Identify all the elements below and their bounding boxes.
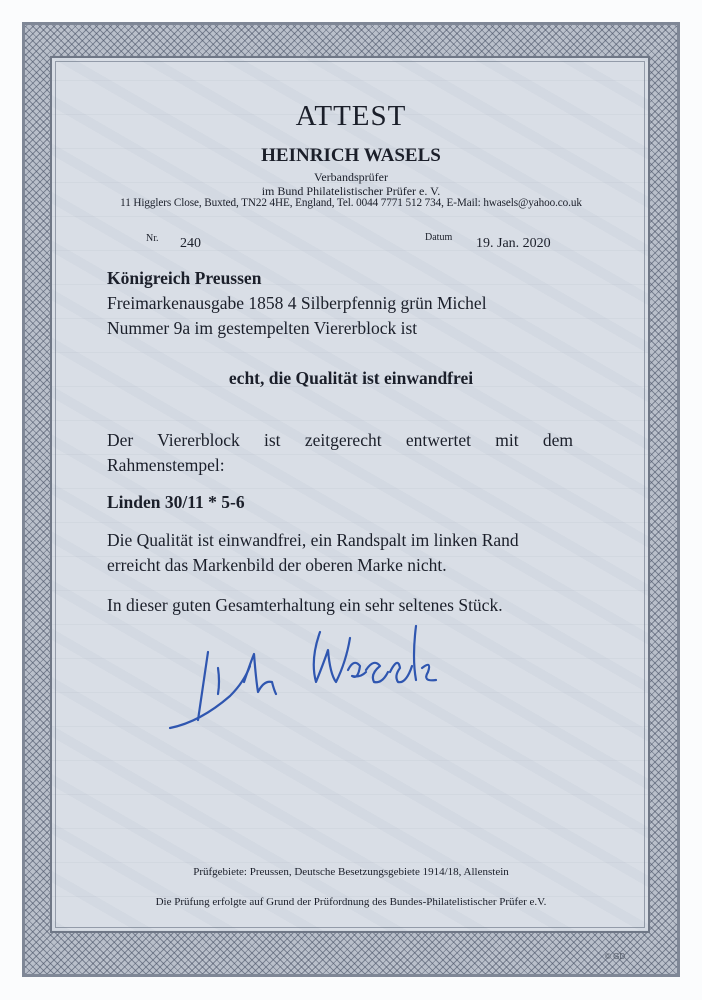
verdict: echt, die Qualität ist einwandfrei: [228, 368, 474, 388]
certificate-date: 19. Jan. 2020: [476, 236, 551, 251]
certificate-number: 240: [180, 236, 201, 251]
handwritten-signature: [160, 610, 460, 740]
examination-areas: Prüfgebiete: Preussen, Deutsche Besetzungsgebiete 1914/18, Allenstein: [193, 866, 509, 878]
examiner-address: 11 Higglers Close, Buxted, TN22 4HE, England, Tel. 0044 7771 512 734, E-Mail: hwasels@yahoo.co.uk: [120, 197, 582, 209]
examiner-role: Verbandsprüfer: [314, 170, 388, 184]
description-line-2: Nummer 9a im gestempelten Viererblock ist: [107, 318, 418, 338]
postmark: Linden 30/11 * 5-6: [107, 492, 245, 512]
country-heading: Königreich Preussen: [107, 268, 262, 288]
description-line-1: Freimarkenausgabe 1858 4 Silberpfennig grün Michel: [107, 293, 487, 313]
certificate-title: ATTEST: [295, 100, 407, 132]
quality-line-1: Die Qualität ist einwandfrei, ein Randspalt im linken Rand: [107, 530, 519, 550]
quality-line-2: erreicht das Markenbild der oberen Marke nicht.: [107, 555, 447, 575]
corner-mark: © GD: [605, 952, 626, 961]
examiner-name: HEINRICH WASELS: [261, 145, 441, 166]
association-line: im Bund Philatelistischer Prüfer e. V.: [261, 184, 441, 198]
cancel-line-2: Rahmenstempel:: [107, 455, 225, 475]
date-label: Datum: [425, 232, 453, 243]
examination-regulation: Die Prüfung erfolgte auf Grund der Prüfordnung des Bundes-Philatelistischer Prüfer e.V.: [155, 896, 547, 908]
cancel-line-1: Der Viererblock ist zeitgerecht entwertet mit dem: [107, 430, 573, 450]
number-label: Nr.: [146, 233, 159, 244]
closing-statement: In dieser guten Gesamterhaltung ein sehr seltenes Stück.: [107, 595, 503, 615]
